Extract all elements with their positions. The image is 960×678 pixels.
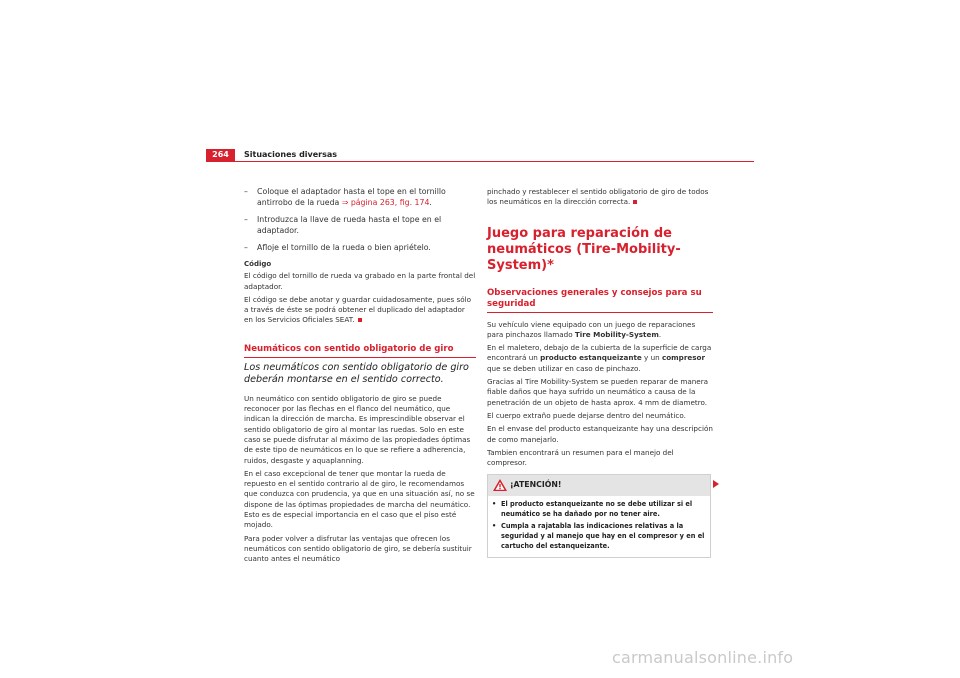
step-item — [244, 186, 476, 208]
warning-body — [488, 496, 710, 557]
step-text-end: . — [429, 198, 432, 207]
continue-arrow-icon — [713, 480, 719, 488]
left-column — [244, 186, 476, 568]
paragraph-text: El código se debe anotar y guardar cuidadosamente, pues sólo a través de éste se podrá obtener el duplicado del adaptador en los Servicios Oficiales SEAT. — [244, 294, 472, 325]
paragraph — [244, 295, 476, 326]
page-link[interactable]: ⇒ página 263, fig. 174 — [341, 198, 430, 207]
paragraph: En el envase del producto estanqueizante hay una descripción de como manejarlo. — [487, 424, 713, 444]
section-subtitle: Los neumáticos con sentido obligatorio de giro deberán montarse en el sentido correcto. — [244, 361, 469, 385]
paragraph: Un neumático con sentido obligatorio de giro se puede reconocer por las flechas en el flanco del neumático, que indican la dirección de marcha. Es imprescindible observar el sentido obligatorio de giro al montar las ruedas. Solo en este caso se puede disfrutar al máximo de las propiedades óptimas de este tipo de neumáticos en lo que se refiere a adherencia, ruidos, desgaste y aquaplanning. — [244, 393, 471, 465]
paragraph-text: que se deben utilizar en caso de pinchazo. — [487, 363, 641, 373]
warning-title: ¡ATENCIÓN! — [510, 480, 562, 490]
warning-header — [488, 475, 710, 496]
bold-term: Tire Mobility-System — [574, 329, 659, 339]
paragraph-text: pinchado y restablecer el sentido obligatorio de giro de todos los neumáticos en la dirección correcta. — [487, 187, 709, 207]
paragraph: El código del tornillo de rueda va grabado en la parte frontal del adaptador. — [244, 271, 476, 291]
codigo-heading: Código — [244, 260, 272, 268]
chapter-title: Juego para reparación de neumáticos (Tire-Mobility-System)* — [487, 225, 681, 273]
paragraph: Tambien encontrará un resumen para el manejo del compresor. — [487, 447, 674, 468]
page-header-title: Situaciones diversas — [244, 150, 338, 159]
step-item — [244, 242, 476, 253]
paragraph: Para poder volver a disfrutar las ventajas que ofrecen los neumáticos con sentido obligatorio de giro, se debería sustituir cuanto antes el neumático — [244, 533, 472, 564]
paragraph-text: . — [658, 329, 662, 339]
section-title: Neumáticos con sentido obligatorio de giro — [244, 344, 476, 358]
step-text: Afloje el tornillo de la rueda o bien apriételo. — [257, 243, 431, 252]
paragraph: Gracias al Tire Mobility-System se pueden reparar de manera fiable daños que haya sufrido un neumático a causa de la penetración de un objeto de hasta aprox. 4 mm de diametro. — [487, 377, 709, 407]
right-column — [487, 187, 713, 558]
paragraph — [487, 320, 713, 341]
warning-item: • Cumpla a rajatabla las indicaciones relativas a la seguridad y al manejo que hay en el compresor y en el cartucho del estanqueizante. — [492, 521, 706, 551]
paragraph: El cuerpo extraño puede dejarse dentro del neumático. — [487, 410, 686, 420]
paragraph-text: En el maletero, debajo de la cubierta de la superficie de carga encontrará un — [487, 343, 712, 363]
watermark: carmanualsonline.info — [612, 648, 794, 667]
paragraph-text: y un — [641, 353, 662, 363]
warning-triangle-icon — [492, 478, 508, 492]
paragraph-text: Su vehículo viene equipado con un juego de reparaciones para pinchazos llamado — [487, 319, 696, 339]
bold-term: producto estanqueizante — [540, 353, 642, 363]
page-number: 264 — [206, 149, 235, 161]
warning-box — [487, 474, 711, 558]
step-text: Introduzca la llave de rueda hasta el tope en el adaptador. — [257, 215, 442, 235]
warning-item: • El producto estanqueizante no se debe utilizar si el neumático se ha dañado por no tener aire. — [492, 499, 706, 519]
paragraph — [487, 187, 713, 208]
paragraph: En el caso excepcional de tener que montar la rueda de repuesto en el sentido contrario al de giro, le recomendamos que conduzca con prudencia, ya que en una situación así, no se dispone de las óptimas propiedades de marcha del neumático. Esto es de especial importancia en el caso que el piso esté mojado. — [244, 468, 475, 530]
header-rule — [206, 161, 754, 162]
end-mark-icon — [633, 200, 637, 204]
step-text: Coloque el adaptador hasta el tope en el tornillo antirrobo de la rueda — [257, 187, 446, 207]
bold-term: compresor — [661, 353, 705, 363]
step-item — [244, 214, 476, 236]
subsection-title: Observaciones generales y consejos para su seguridad — [487, 288, 713, 313]
end-mark-icon — [358, 318, 362, 322]
paragraph — [487, 343, 713, 374]
